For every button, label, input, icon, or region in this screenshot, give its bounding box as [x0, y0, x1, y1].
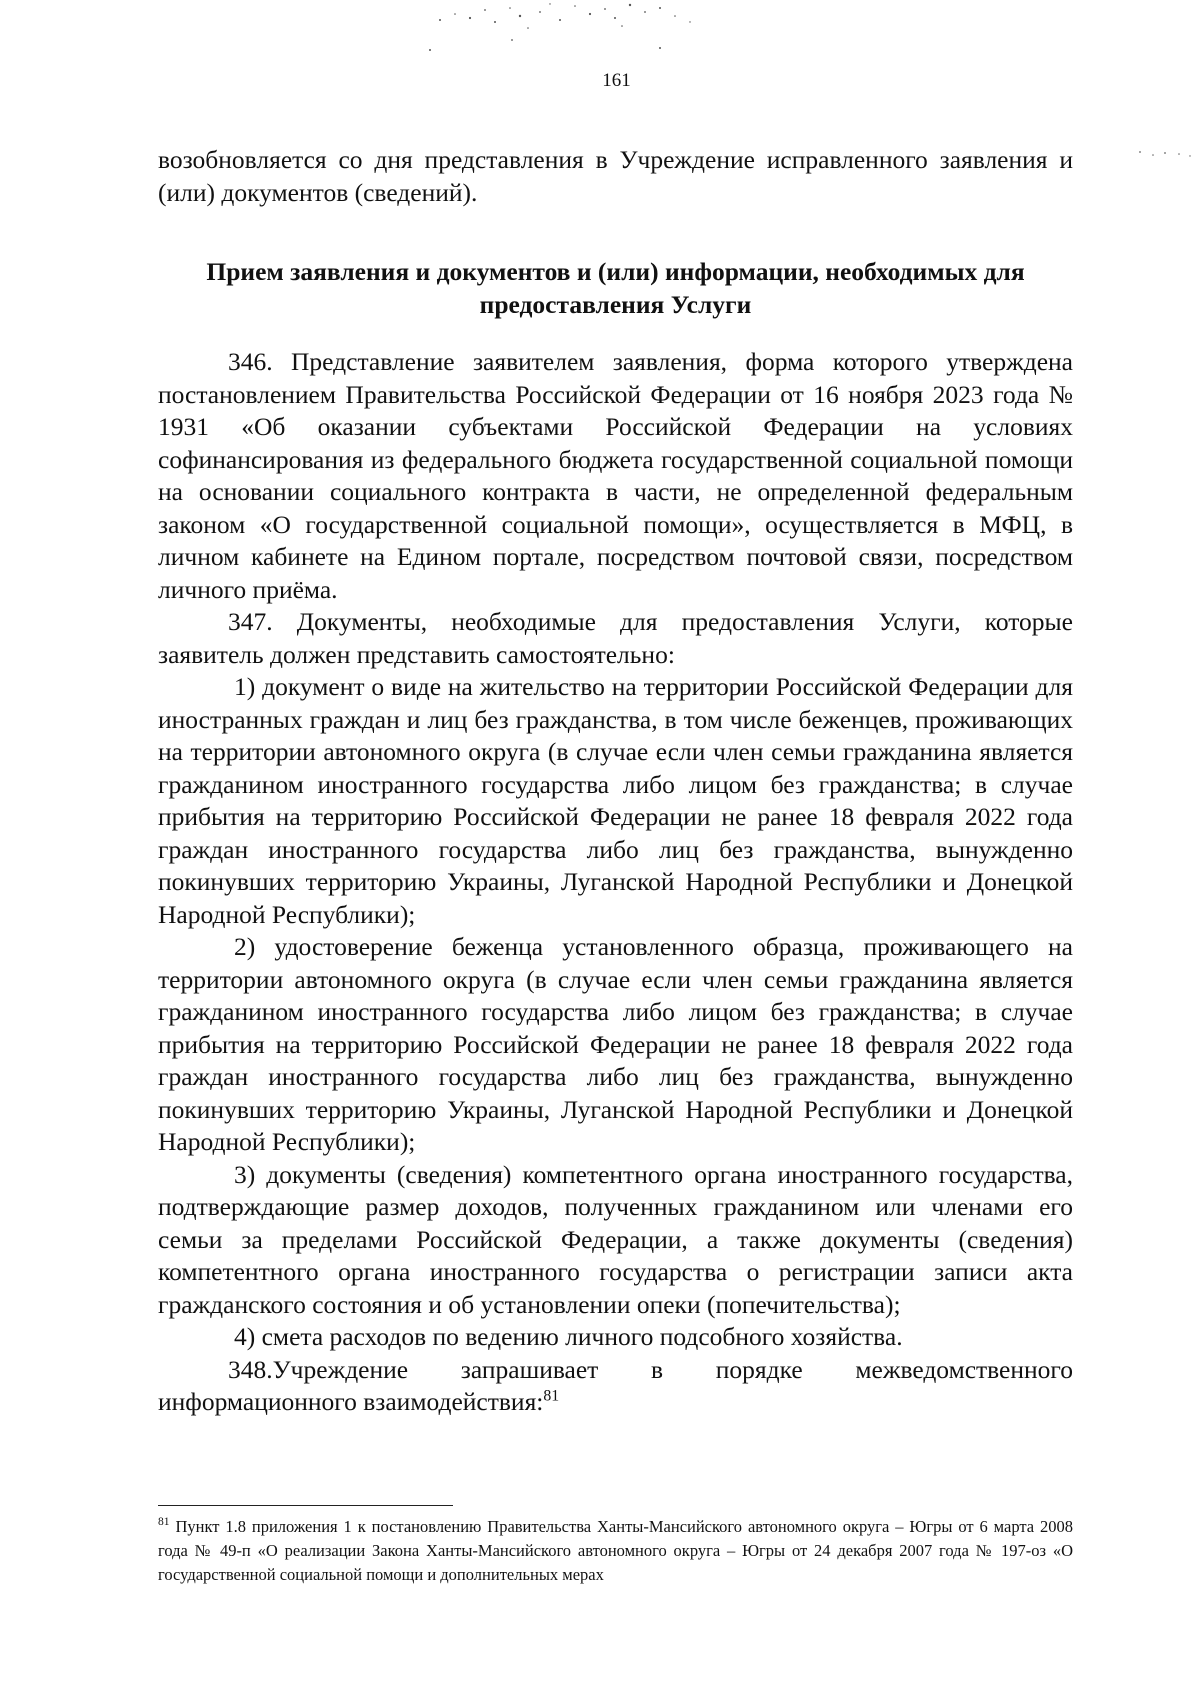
paragraph-348-text: 348.Учреждение запрашивает в порядке межведомственного информационного взаимодействия: [158, 1354, 1073, 1416]
list-item-4: 4) смета расходов по ведению личного подсобного хозяйства. [234, 1322, 903, 1351]
continuation-paragraph: возобновляется со дня представления в Учреждение исправленного заявления и (или) документов (сведений). [158, 145, 1073, 207]
footnote-text: Пункт 1.8 приложения 1 к постановлению Правительства Ханты-Мансийского автономного округа – Югры от 6 марта 2008 года № 49-п «О реализации Закона Ханты-Мансийского автономного округа – Югры от 24 декабря 2007 года № 197-оз «О государственной социальной помощи и дополнительных мерах [158, 1517, 1073, 1584]
paragraph-346: 346. Представление заявителем заявления, форма которого утверждена постановлением Правительства Российской Федерации от 16 ноября 2023 года № 1931 «Об оказании субъектами Российской Федерации на условиях софинансирования из федерального бюджета государственной социальной помощи на основании социального контракта в части, не определенной федеральным законом «О государственной социальной помощи», осуществляется в МФЦ, в личном кабинете на Едином портале, посредством почтовой связи, посредством личного приёма. [158, 347, 1073, 604]
page-number: 161 [602, 70, 631, 91]
footnote [158, 1515, 1073, 1587]
scan-noise-right [1135, 140, 1195, 170]
section-heading: Прием заявления и документов и (или) информации, необходимых для предоставления Услуги [206, 257, 1025, 319]
list-item-1: 1) документ о виде на жительство на территории Российской Федерации для иностранных граждан и лиц без гражданства, в том числе беженцев, проживающих на территории автономного округа (в случае если член семьи гражданина является гражданином иностранного государства либо лицом без гражданства; в случае прибытия на территорию Российской Федерации не ранее 18 февраля 2022 года граждан иностранного государства либо лиц без гражданства, вынужденно покинувших территорию Украины, Луганской Народной Республики и Донецкой Народной Республики); [158, 672, 1073, 929]
scan-noise-top [400, 0, 760, 55]
footnote-reference[interactable]: 81 [543, 1387, 560, 1405]
document-body [158, 144, 1073, 1419]
list-item-3: 3) документы (сведения) компетентного органа иностранного государства, подтверждающие размер доходов, полученных гражданином или членами его семьи за пределами Российской Федерации, а также документы (сведения) компетентного органа иностранного государства о регистрации записи акта гражданского состояния и об установлении опеки (попечительства); [158, 1159, 1073, 1319]
list-item-2: 2) удостоверение беженца установленного образца, проживающего на территории автономного округа (в случае если член семьи гражданина является гражданином иностранного государства либо лицом без гражданства; в случае прибытия на территорию Российской Федерации не ранее 18 февраля 2022 года граждан иностранного государства либо лиц без гражданства, вынужденно покинувших территорию Украины, Луганской Народной Республики и Донецкой Народной Республики); [158, 932, 1073, 1156]
footnote-separator [158, 1505, 453, 1506]
paragraph-348 [158, 1354, 1073, 1419]
paragraph-347: 347. Документы, необходимые для предоставления Услуги, которые заявитель должен представить самостоятельно: [158, 607, 1073, 669]
footnote-number: 81 [158, 1516, 170, 1529]
